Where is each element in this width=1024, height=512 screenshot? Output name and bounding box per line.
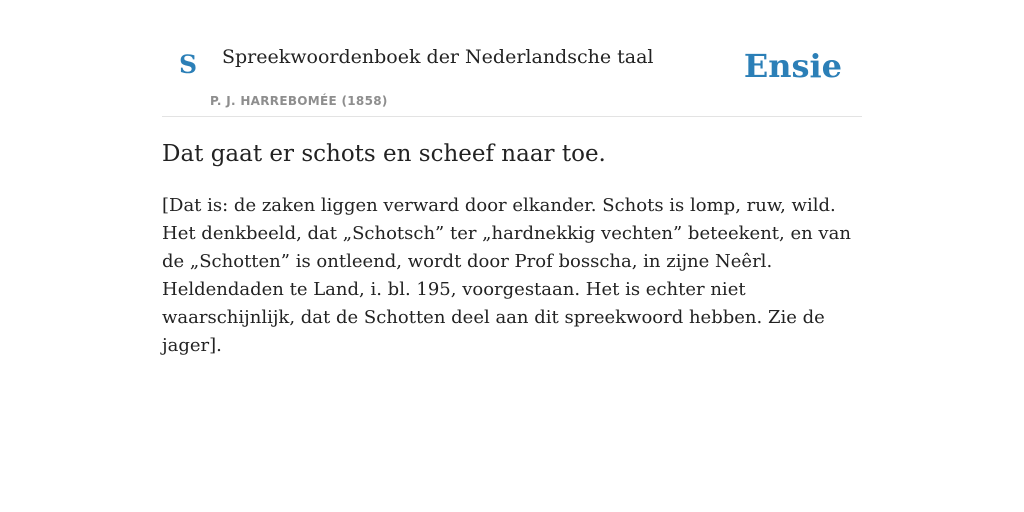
entry-body: [Dat is: de zaken liggen verward door elkander. Schots is lomp, ruw, wild. Het denkbeeld, dat „Schotsch” ter „hardnekkig vechten” beteekent, en van de „Schotten” is ontleend, wordt door Prof bosscha, in zijne Neêrl. Heldendaden te Land, i. bl. 195, voorgestaan. Het is echter niet waarschijnlijk, dat de Schotten deel aan dit spreekwoord hebben. Zie de jager]. — [162, 195, 851, 356]
book-header — [162, 0, 862, 117]
letter-badge[interactable]: S — [179, 50, 198, 79]
book-title[interactable]: Spreekwoordenboek der Nederlandsche taal — [222, 46, 654, 68]
ensie-logo[interactable]: Ensie — [743, 47, 842, 85]
book-author: P. J. HARREBOMÉE (1858) — [210, 94, 388, 108]
entry-title: Dat gaat er schots en scheef naar toe. — [162, 141, 606, 167]
